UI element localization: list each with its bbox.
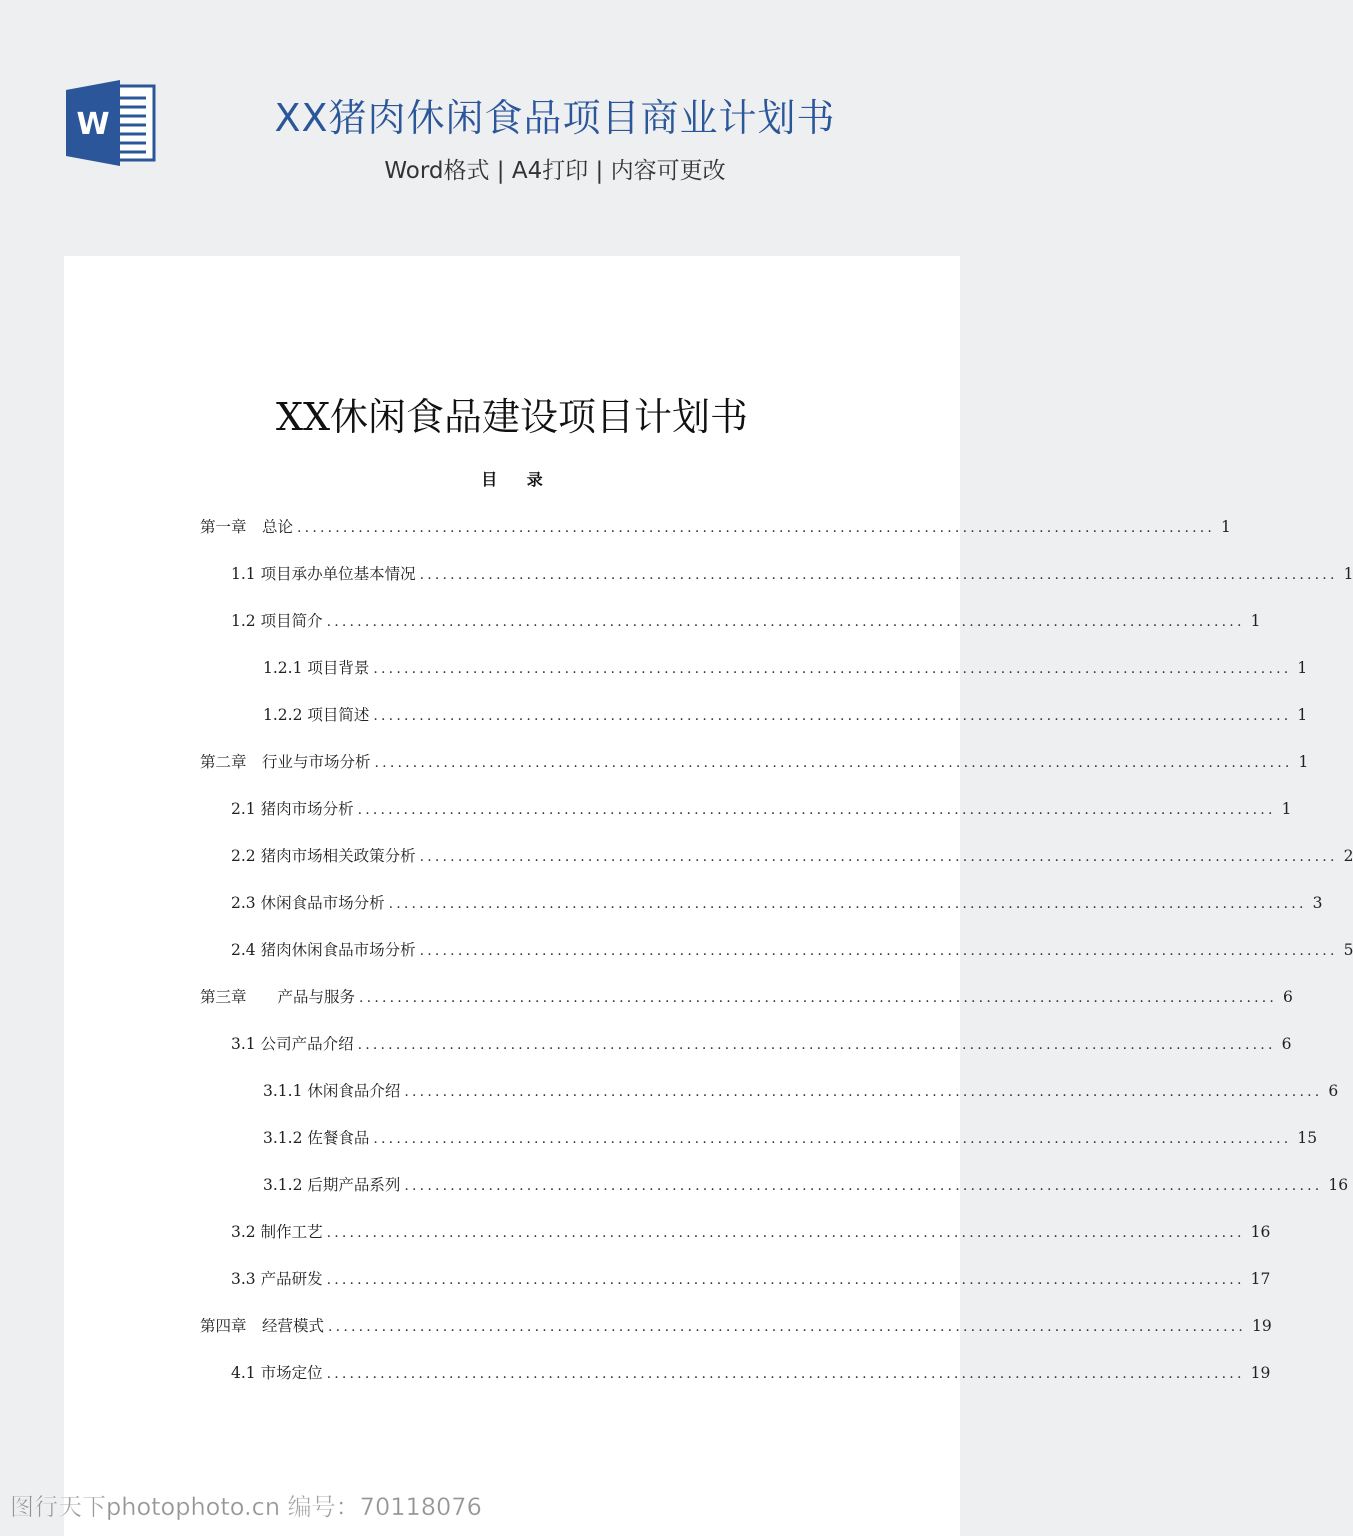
toc-entry-label: 第二章 行业与市场分析 <box>200 753 371 771</box>
toc-entry-page: 6 <box>1328 1082 1339 1100</box>
toc-entry-label: 第四章 经营模式 <box>200 1317 325 1335</box>
toc-entry-label: 2.2 猪肉市场相关政策分析 <box>231 847 416 865</box>
document-title: XX休闲食品建设项目计划书 <box>275 395 749 439</box>
toc-entry <box>200 984 1293 1010</box>
toc-leader-dots: ........................................................................................................................ <box>326 1272 1245 1288</box>
toc-entry-page: 2 <box>1343 847 1353 865</box>
watermark: 图行天下photophoto.cn 编号：70118076 <box>10 1493 482 1521</box>
toc-leader-dots: ........................................................................................................................ <box>419 943 1338 959</box>
toc-leader-dots: ........................................................................................................................ <box>404 1178 1323 1194</box>
toc-entry <box>231 1219 1271 1245</box>
document-page <box>64 256 1353 1536</box>
toc-entry <box>231 1031 1292 1057</box>
word-logo-letter: W <box>76 107 110 142</box>
toc-entry-label: 第一章 总论 <box>200 518 294 536</box>
toc-leader-dots: ........................................................................................................................ <box>388 896 1307 912</box>
toc-entry <box>263 655 1308 681</box>
banner-header <box>0 0 1024 250</box>
toc-entry-page: 3 <box>1312 894 1323 912</box>
toc-entry-label: 3.1 公司产品介绍 <box>231 1035 354 1053</box>
toc-entry <box>231 1360 1271 1386</box>
toc-leader-dots: ........................................................................................................................ <box>326 614 1245 630</box>
toc-entry-label: 3.3 产品研发 <box>231 1270 323 1288</box>
toc-leader-dots: ........................................................................................................................ <box>326 1366 1245 1382</box>
toc-entry-label: 1.2.1 项目背景 <box>263 659 370 677</box>
toc-entry-page: 1 <box>1250 612 1261 630</box>
toc-entry-label: 2.1 猪肉市场分析 <box>231 800 354 818</box>
toc-entry-label: 1.2.2 项目简述 <box>263 706 370 724</box>
toc-entry-page: 19 <box>1250 1364 1271 1382</box>
toc-entry-page: 1 <box>1297 659 1308 677</box>
toc-entry <box>263 702 1308 728</box>
toc-entry-page: 16 <box>1328 1176 1349 1194</box>
toc-entry <box>231 608 1261 634</box>
toc-entry-label: 2.4 猪肉休闲食品市场分析 <box>231 941 416 959</box>
banner-subtitle: Word格式 | A4打印 | 内容可更改 <box>384 158 726 184</box>
toc-entry-label: 4.1 市场定位 <box>231 1364 323 1382</box>
toc-entry <box>231 1266 1271 1292</box>
word-doc-icon <box>64 80 158 166</box>
toc-leader-dots: ........................................................................................................................ <box>357 802 1276 818</box>
toc-entry <box>200 1313 1272 1339</box>
toc-entry-page: 19 <box>1252 1317 1272 1335</box>
toc-leader-dots: ........................................................................................................................ <box>419 567 1338 583</box>
toc-entry-label: 1.1 项目承办单位基本情况 <box>231 565 416 583</box>
toc-leader-dots: ........................................................................................................................ <box>373 1131 1292 1147</box>
toc-entry-page: 1 <box>1297 706 1308 724</box>
toc-entry <box>263 1078 1339 1104</box>
toc-leader-dots: ........................................................................................................................ <box>373 661 1292 677</box>
toc-entry-page: 1 <box>1221 518 1231 536</box>
toc-entry-page: 15 <box>1297 1129 1318 1147</box>
toc-leader-dots: ........................................................................................................................ <box>373 708 1292 724</box>
toc-entry-page: 1 <box>1343 565 1353 583</box>
toc-entry <box>231 937 1353 963</box>
toc-entry <box>263 1172 1349 1198</box>
toc-entry <box>231 843 1353 869</box>
toc-entry-page: 5 <box>1343 941 1353 959</box>
toc-entry-page: 17 <box>1250 1270 1271 1288</box>
toc-leader-dots: ........................................................................................................................ <box>404 1084 1323 1100</box>
toc-leader-dots: ........................................................................................................................ <box>357 1037 1276 1053</box>
toc-entry-page: 6 <box>1283 988 1293 1006</box>
toc-entry <box>200 749 1309 775</box>
toc-leader-dots: ........................................................................................................................ <box>374 755 1293 771</box>
toc-entry-page: 1 <box>1298 753 1309 771</box>
toc-entry-page: 16 <box>1250 1223 1271 1241</box>
toc-leader-dots: ........................................................................................................................ <box>359 990 1278 1006</box>
toc-entry-label: 3.1.1 休闲食品介绍 <box>263 1082 401 1100</box>
toc-entry-label: 3.1.2 后期产品系列 <box>263 1176 401 1194</box>
toc-leader-dots: ........................................................................................................................ <box>297 520 1216 536</box>
toc-leader-dots: ........................................................................................................................ <box>419 849 1338 865</box>
toc-heading: 目 录 <box>481 470 555 489</box>
toc-leader-dots: ........................................................................................................................ <box>328 1319 1247 1335</box>
toc-leader-dots: ........................................................................................................................ <box>326 1225 1245 1241</box>
toc-entry <box>231 890 1323 916</box>
toc-entry-page: 6 <box>1281 1035 1292 1053</box>
toc-entry-page: 1 <box>1281 800 1292 818</box>
toc-entry-label: 2.3 休闲食品市场分析 <box>231 894 385 912</box>
toc-entry <box>231 796 1292 822</box>
toc-entry-label: 3.2 制作工艺 <box>231 1223 323 1241</box>
toc-entry-label: 1.2 项目简介 <box>231 612 323 630</box>
toc-entry <box>231 561 1353 587</box>
toc-entry <box>200 514 1231 540</box>
toc-entry-label: 第三章 产品与服务 <box>200 988 356 1006</box>
toc-entry-label: 3.1.2 佐餐食品 <box>263 1129 370 1147</box>
toc-entry <box>263 1125 1318 1151</box>
banner-title: XX猪肉休闲食品项目商业计划书 <box>274 96 836 140</box>
